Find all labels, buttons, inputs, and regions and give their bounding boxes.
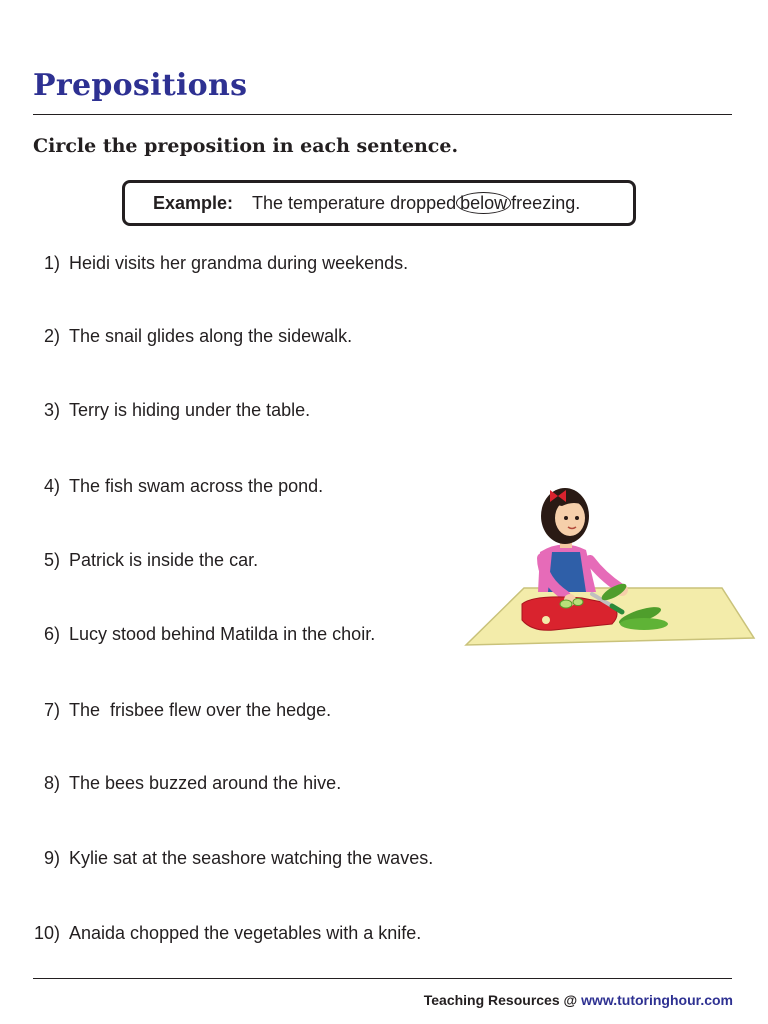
sentence-number: 3): [43, 400, 60, 420]
cucumber-shape: [620, 618, 668, 630]
sentence-number: 2): [43, 326, 60, 346]
example-label: Example:: [153, 193, 234, 213]
sentence-number: 4): [43, 476, 60, 496]
example-after: freezing.: [511, 193, 581, 213]
sentence-text: Heidi visits her grandma during weekends.: [69, 253, 409, 273]
sentence-number: 6): [43, 624, 60, 644]
footer: [424, 992, 733, 1008]
sentence-text: Patrick is inside the car.: [69, 550, 259, 570]
girl-chopping-vegetables-illustration: [462, 480, 758, 650]
example-sentence: [252, 193, 580, 214]
sentence-number: 1): [43, 253, 60, 273]
sentence-number: 9): [43, 848, 60, 868]
sentence-number: 7): [43, 700, 60, 720]
footer-divider: [33, 978, 732, 979]
instruction-text: Circle the preposition in each sentence.: [33, 135, 459, 157]
sentence-text: The frisbee flew over the hedge.: [69, 700, 332, 720]
sentence-text: The bees buzzed around the hive.: [69, 773, 342, 793]
eye-shape: [564, 516, 568, 520]
example-before: The temperature dropped: [252, 193, 457, 213]
cucumber-slice-shape: [573, 599, 583, 606]
sentence-number: 10): [33, 923, 60, 943]
sentence-text: The snail glides along the sidewalk.: [69, 326, 353, 346]
eye-shape: [575, 516, 579, 520]
sentence-text: Kylie sat at the seashore watching the waves.: [69, 848, 434, 868]
sentence-text: Terry is hiding under the table.: [69, 400, 311, 420]
board-hole-shape: [542, 616, 550, 624]
cucumber-slice-shape: [560, 600, 572, 608]
sentence-text: Lucy stood behind Matilda in the choir.: [69, 624, 376, 644]
example-circled-word: below: [456, 192, 511, 214]
sentence-text: The fish swam across the pond.: [69, 476, 324, 496]
footer-prefix: Teaching Resources @: [423, 992, 578, 1008]
sentence-text: Anaida chopped the vegetables with a knife.: [69, 923, 422, 943]
page-title: Prepositions: [33, 68, 248, 103]
title-divider: [33, 114, 732, 115]
right-arm-shape: [590, 560, 620, 588]
sentence-number: 8): [43, 773, 60, 793]
footer-url-link[interactable]: www.tutoringhour.com: [581, 992, 733, 1008]
sentence-number: 5): [43, 550, 60, 570]
